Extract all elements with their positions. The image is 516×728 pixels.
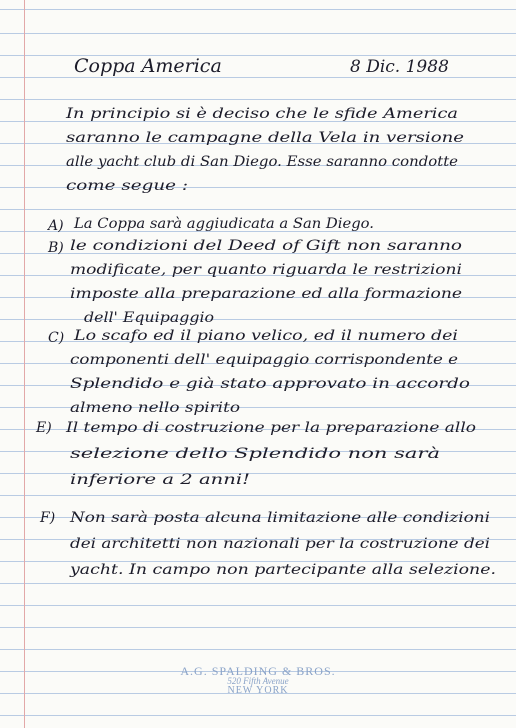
intro-line: In principio si è deciso che le sfide America bbox=[64, 106, 459, 122]
intro-line: saranno le campagne della Vela in versione bbox=[66, 130, 465, 146]
item-line: yacht. In campo non partecipante alla selezione. bbox=[68, 562, 497, 578]
item-line: Non sarà posta alcuna limitazione alle condizioni bbox=[68, 510, 491, 526]
item-line: componenti dell' equipaggio corrispondente e bbox=[70, 352, 459, 368]
intro-line: come segue : bbox=[66, 178, 188, 194]
heading-title: Coppa America bbox=[74, 55, 222, 77]
item-marker: E) bbox=[36, 420, 52, 436]
item-line: Lo scafo ed il piano velico, ed il numero dei bbox=[72, 328, 459, 344]
item-marker: B) bbox=[48, 240, 64, 256]
item-line: Splendido e già stato approvato in accordo bbox=[70, 376, 470, 392]
stationery-address: 520 Fifth Avenue bbox=[227, 676, 289, 686]
item-line: selezione dello Splendido non sarà bbox=[70, 446, 440, 462]
item-marker: C) bbox=[48, 330, 65, 346]
stationery-city: NEW YORK bbox=[227, 685, 289, 696]
stationery-brand: A.G. SPALDING & BROS. bbox=[180, 664, 336, 678]
item-line: dell' Equipaggio bbox=[84, 310, 214, 326]
item-marker: A) bbox=[48, 218, 64, 234]
item-line: Il tempo di costruzione per la preparazione allo bbox=[64, 420, 476, 436]
item-marker: F) bbox=[40, 510, 56, 526]
item-line: La Coppa sarà aggiudicata a San Diego. bbox=[72, 216, 374, 232]
item-line: inferiore a 2 anni! bbox=[70, 472, 250, 488]
heading-date: 8 Dic. 1988 bbox=[350, 57, 449, 77]
intro-line: alle yacht club di San Diego. Esse saranno condotte bbox=[66, 154, 459, 170]
item-line: imposte alla preparazione ed alla formazione bbox=[70, 286, 462, 302]
item-line: modificate, per quanto riguarda le restrizioni bbox=[70, 262, 462, 278]
item-line: dei architetti non nazionali per la costruzione dei bbox=[70, 536, 490, 552]
item-line: almeno nello spirito bbox=[70, 400, 241, 416]
item-line: le condizioni del Deed of Gift non saranno bbox=[70, 238, 462, 254]
